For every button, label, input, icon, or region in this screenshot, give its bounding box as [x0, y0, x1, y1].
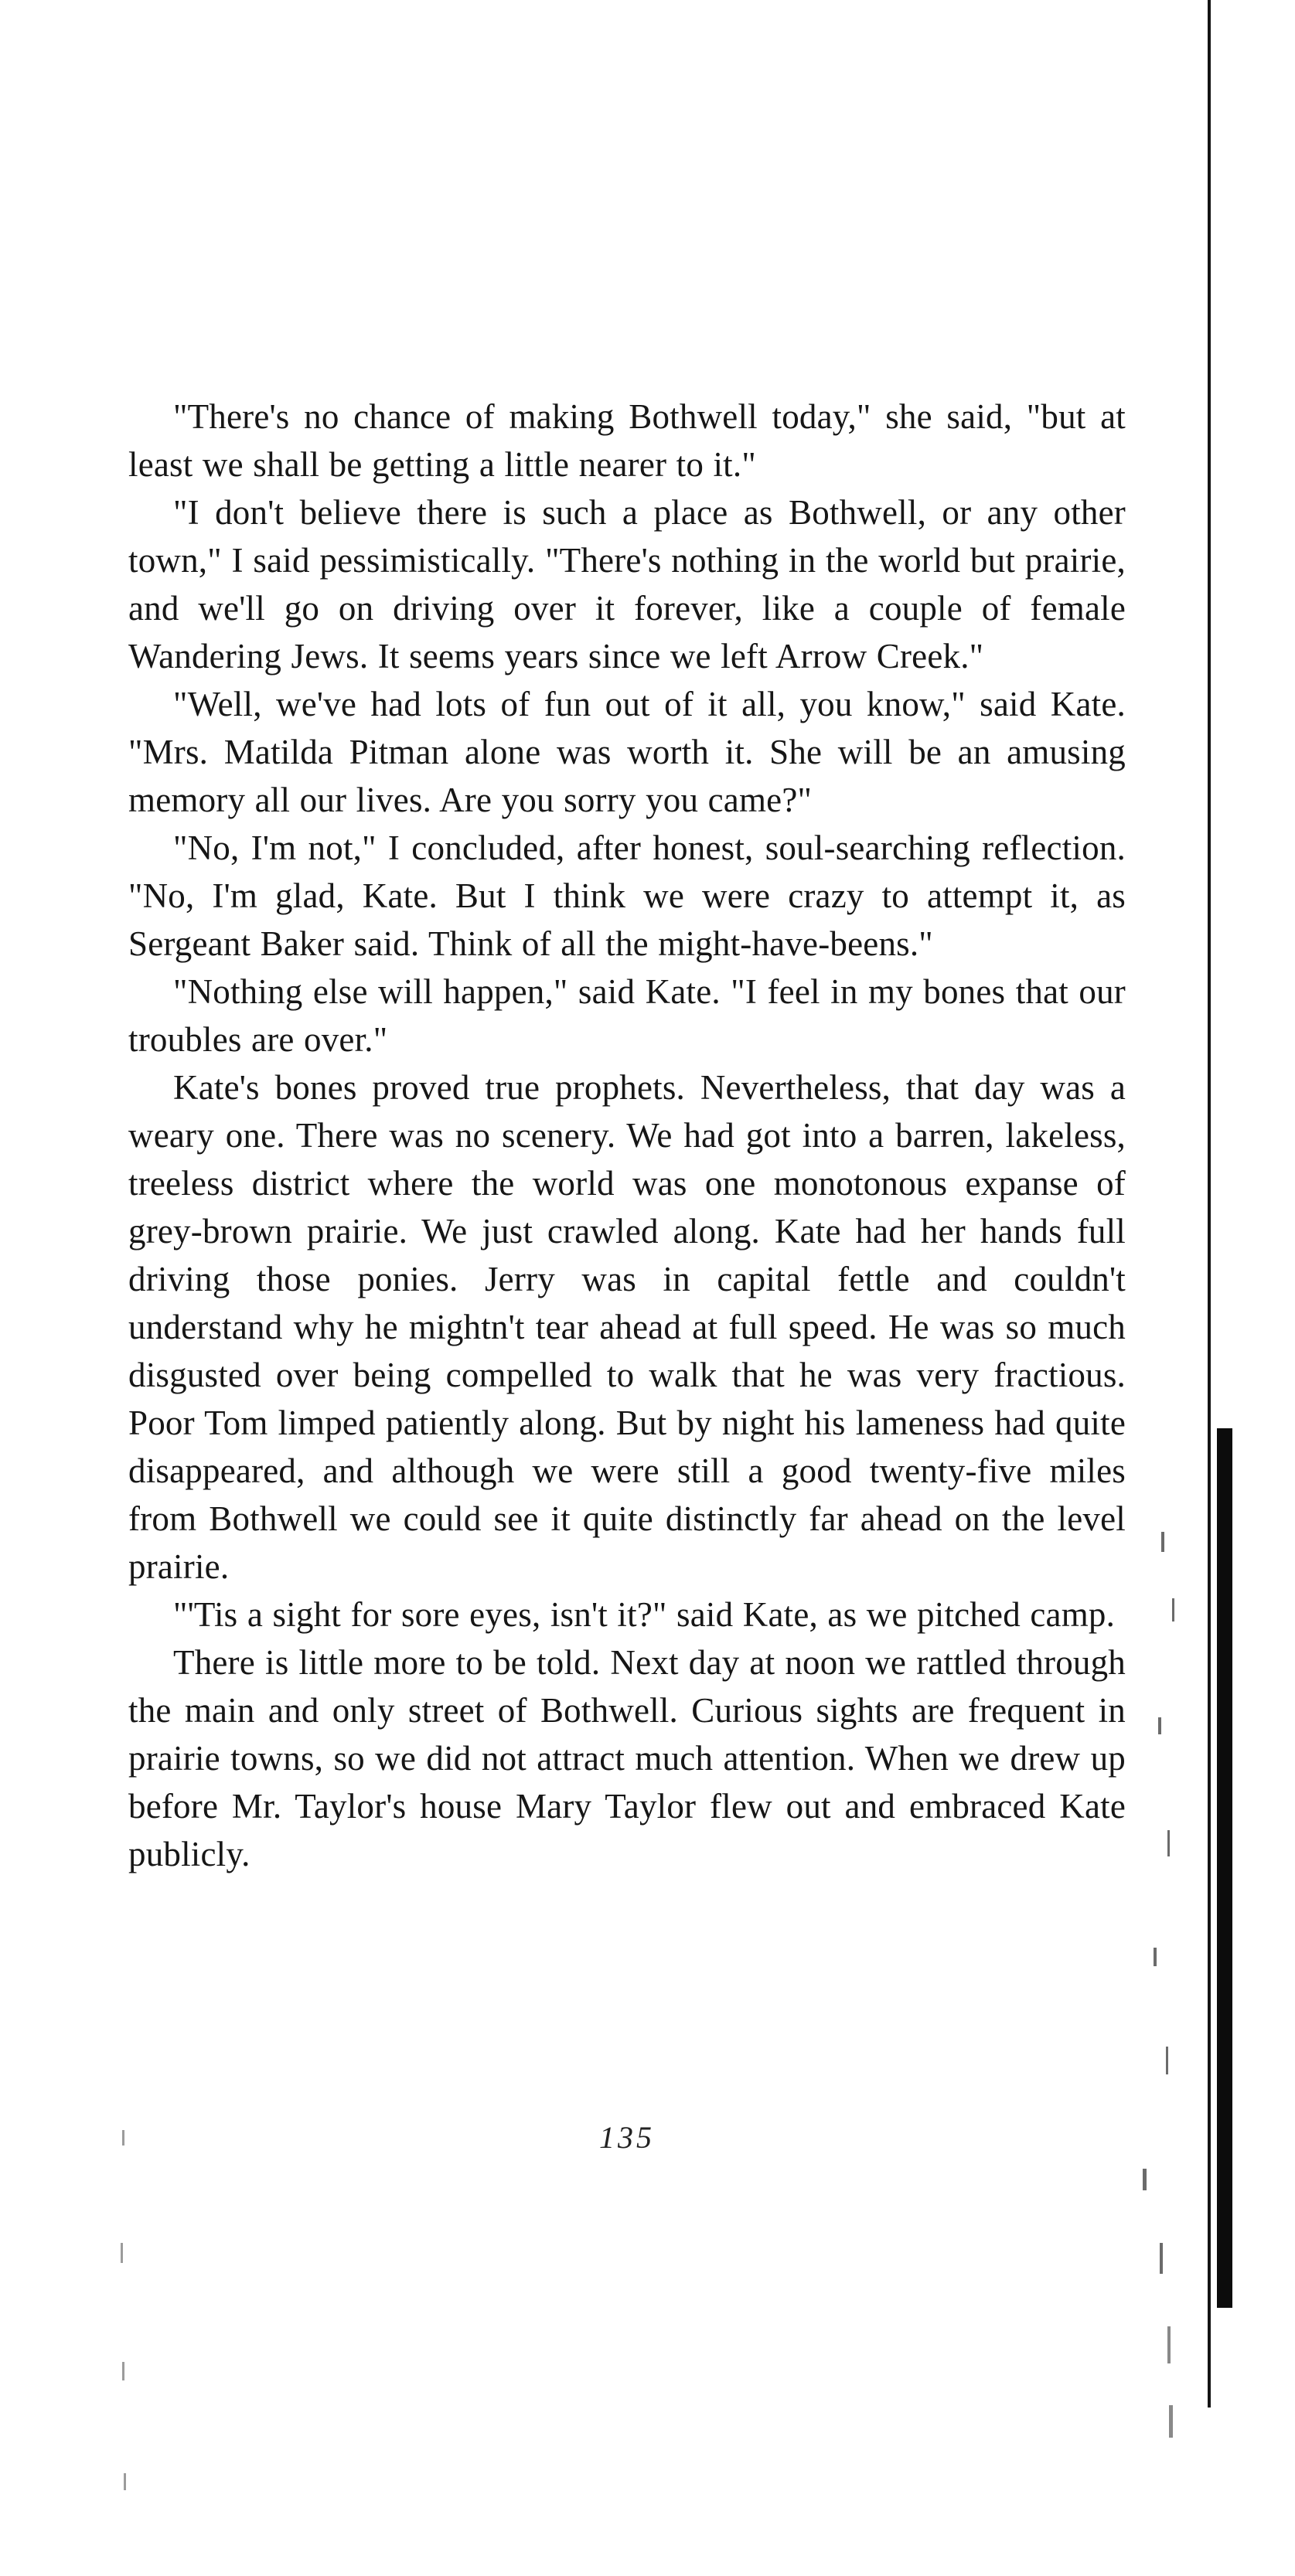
paragraph: "No, I'm not," I concluded, after honest, soul-searching reflection. "No, I'm glad, Kate. But I think we were crazy to attempt it, as Sergeant Baker said. Think of all the might-have-beens."	[128, 829, 1126, 963]
page-number: 135	[599, 2120, 655, 2155]
scan-speck	[1154, 1948, 1157, 1966]
paragraph: "Well, we've had lots of fun out of it all, you know," said Kate. "Mrs. Matilda Pitman alone was worth it. She will be an amusing memory all our lives. Are you sorry you came?"	[128, 685, 1126, 819]
paragraph: There is little more to be told. Next day at noon we rattled through the main and only street of Bothwell. Curious sights are frequent in prairie towns, so we did not attract much attention. When we drew up before Mr. Taylor's house Mary Taylor flew out and embraced Kate publicly.	[128, 1643, 1126, 1873]
page-text-block	[128, 393, 1126, 1878]
binding-line-artifact	[1208, 0, 1211, 2408]
scan-speck	[1169, 2405, 1173, 2438]
scan-speck	[1161, 1532, 1164, 1552]
scan-speck	[121, 2243, 123, 2263]
scan-speck	[1143, 2169, 1147, 2190]
paragraph: "I don't believe there is such a place as Bothwell, or any other town," I said pessimistically. "There's nothing in the world but prairie, and we'll go on driving over it forever, like a couple of female Wandering Jews. It seems years since we left Arrow Creek."	[128, 493, 1126, 675]
scan-speck	[1172, 1598, 1174, 1621]
scan-speck	[1158, 1717, 1161, 1734]
paragraph: "'Tis a sight for sore eyes, isn't it?" said Kate, as we pitched camp.	[173, 1595, 1116, 1634]
paragraph: Kate's bones proved true prophets. Nevertheless, that day was a weary one. There was no scenery. We had got into a barren, lakeless, treeless district where the world was one monotonous expanse of grey-brown prairie. We just crawled along. Kate had her hands full driving those ponies. Jerry was in capital fettle and couldn't understand why he mightn't tear ahead at full speed. He was so much disgusted over being compelled to walk that he was very fractious. Poor Tom limped patiently along. But by night his lameness had quite disappeared, and although we were still a good twenty-five miles from Bothwell we could see it quite distinctly far ahead on the level prairie.	[128, 1068, 1126, 1586]
paragraph: "There's no chance of making Bothwell today," she said, "but at least we shall be getting a little nearer to it."	[128, 397, 1126, 484]
scan-speck	[122, 2130, 124, 2146]
scan-speck	[124, 2473, 126, 2490]
scan-speck	[122, 2362, 124, 2380]
scan-speck	[1167, 2326, 1171, 2363]
paragraph: "Nothing else will happen," said Kate. "I feel in my bones that our troubles are over."	[128, 972, 1126, 1059]
scan-speck	[1167, 1830, 1170, 1856]
binding-shadow-artifact	[1217, 1428, 1232, 2308]
scan-speck	[1166, 2047, 1168, 2074]
scan-speck	[1160, 2243, 1163, 2274]
